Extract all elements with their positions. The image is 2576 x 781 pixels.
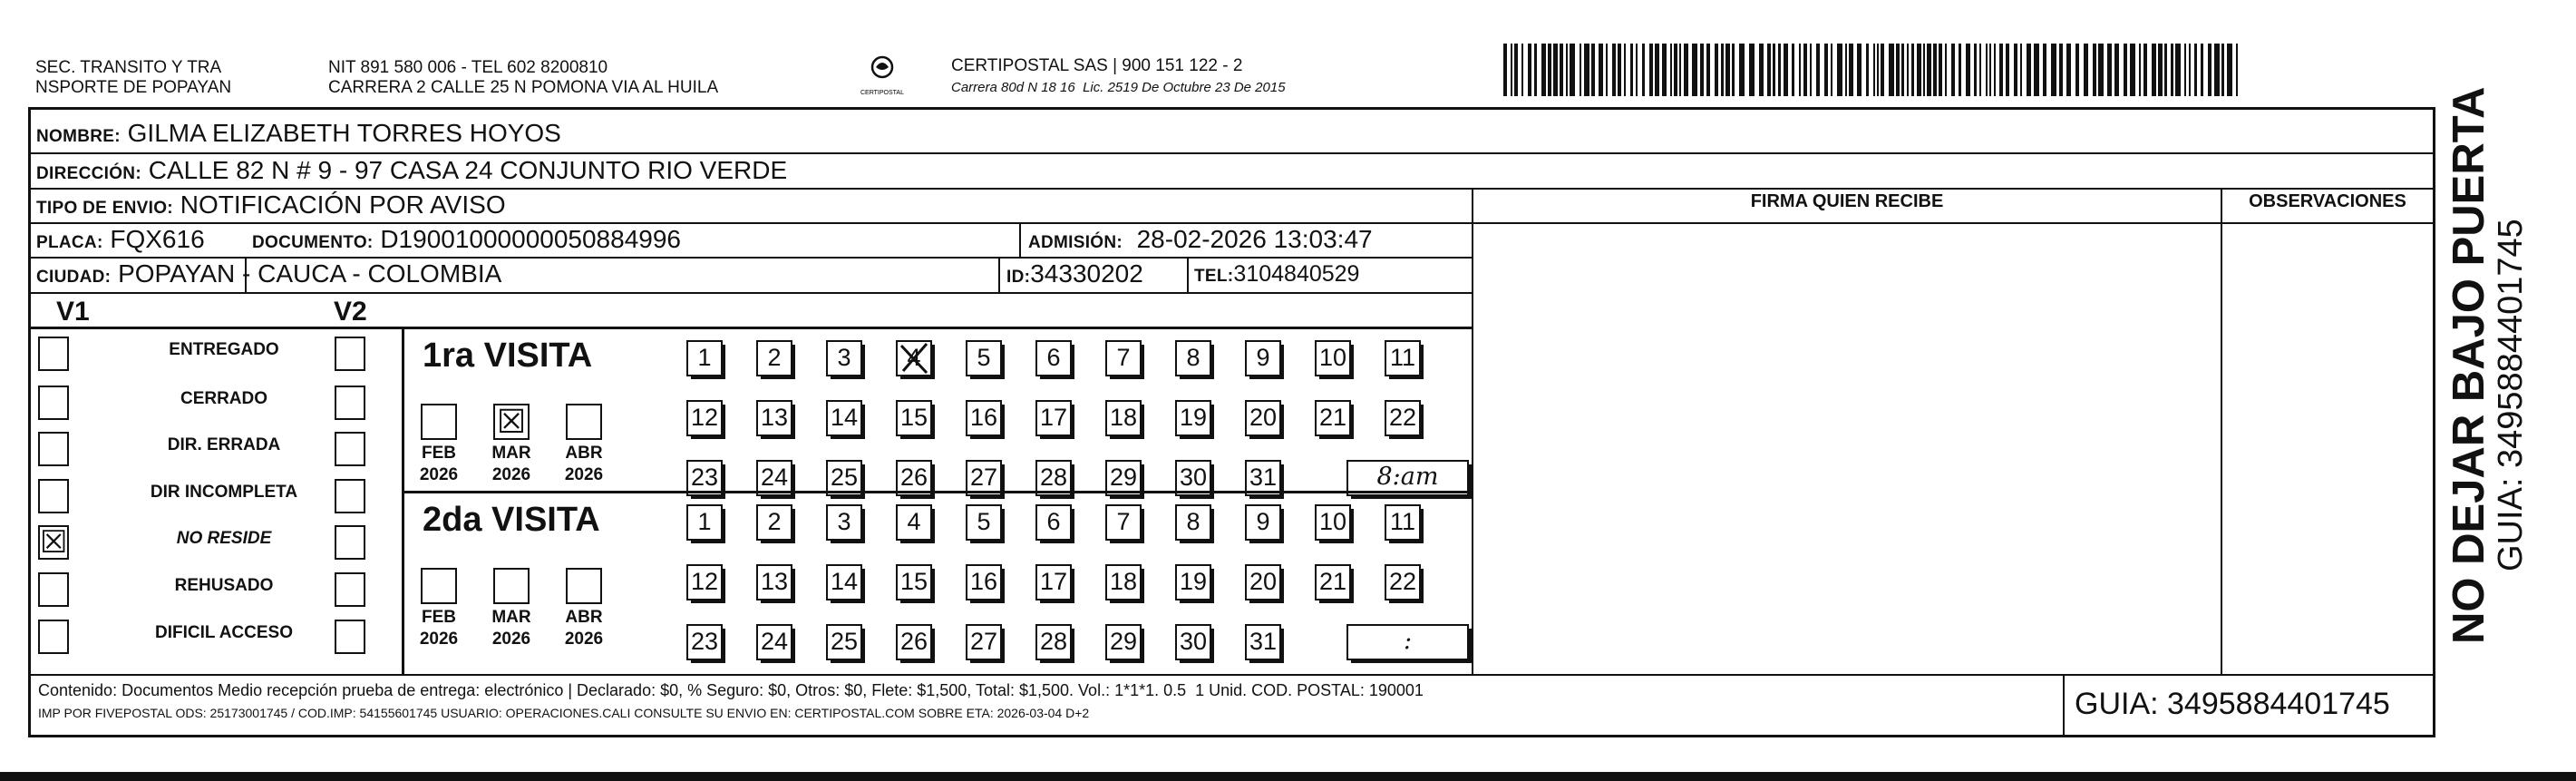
day-box[interactable]: 12 — [686, 564, 723, 600]
direccion-label: DIRECCIÓN: — [36, 164, 141, 183]
firma-header: FIRMA QUIEN RECIBE — [1750, 191, 1944, 211]
day-box[interactable]: 11 — [1385, 340, 1421, 376]
status-v1-checkbox[interactable] — [38, 432, 69, 466]
day-box[interactable]: 6 — [1035, 340, 1072, 376]
day-box[interactable]: 2 — [756, 340, 792, 376]
documento-label: DOCUMENTO: — [252, 233, 374, 252]
svg-text:CERTIPOSTAL: CERTIPOSTAL — [860, 90, 904, 96]
status-label: REHUSADO — [174, 576, 274, 595]
org-name-line2: NSPORTE DE POPAYAN — [35, 78, 232, 97]
month-label: ABR — [565, 444, 603, 463]
id-label: ID: — [1006, 268, 1031, 287]
day-box[interactable]: 3 — [826, 340, 862, 376]
tipo-envio-field — [36, 190, 506, 224]
day-box[interactable]: 30 — [1175, 460, 1211, 496]
status-v2-checkbox[interactable] — [335, 479, 365, 513]
day-box[interactable]: 24 — [756, 460, 792, 496]
day-box[interactable]: 19 — [1175, 564, 1211, 600]
status-label: DIR. ERRADA — [167, 435, 281, 454]
tel-label: TEL: — [1194, 267, 1234, 286]
day-box[interactable]: 17 — [1035, 564, 1072, 600]
org-name-line1: SEC. TRANSITO Y TRA — [35, 58, 222, 77]
admision-value: 28-02-2026 13:03:47 — [1136, 225, 1373, 253]
tipo-envio-label: TIPO DE ENVIO: — [36, 199, 173, 218]
time-box[interactable]: 8:am — [1346, 460, 1469, 496]
side-warning: NO DEJAR BAJO PUERTA — [2445, 86, 2493, 644]
day-box[interactable]: 13 — [756, 400, 792, 436]
time-box[interactable]: : — [1346, 624, 1469, 660]
documento-field — [252, 224, 681, 259]
status-v1-checkbox[interactable] — [38, 479, 69, 513]
day-box[interactable]: 31 — [1245, 460, 1281, 496]
day-box[interactable]: 24 — [756, 624, 792, 660]
ciudad-label: CIUDAD: — [36, 268, 112, 287]
visit-title: 2da VISITA — [423, 501, 600, 539]
placa-field — [36, 224, 205, 259]
admision-field — [1028, 224, 1373, 259]
month-checkbox[interactable] — [421, 404, 457, 440]
month-label: FEB — [422, 608, 456, 627]
day-box[interactable]: 22 — [1385, 564, 1421, 600]
day-box[interactable]: 21 — [1315, 400, 1351, 436]
status-v2-checkbox[interactable] — [335, 525, 365, 560]
month-checkbox[interactable] — [421, 568, 457, 604]
status-v1-checkbox[interactable] — [38, 337, 69, 371]
status-label: ENTREGADO — [169, 340, 279, 359]
status-v2-checkbox[interactable] — [335, 432, 365, 466]
address-line: CARRERA 2 CALLE 25 N POMONA VIA AL HUILA — [328, 78, 719, 97]
day-box[interactable]: 28 — [1035, 624, 1072, 660]
v2-header: V2 — [334, 297, 367, 327]
day-box[interactable]: 5 — [966, 340, 1002, 376]
status-v1-checkbox[interactable] — [38, 620, 69, 654]
direccion-value: CALLE 82 N # 9 - 97 CASA 24 CONJUNTO RIO VERDE — [148, 156, 788, 184]
month-checkbox[interactable] — [566, 568, 602, 604]
day-box[interactable]: 18 — [1105, 400, 1142, 436]
status-label: DIR INCOMPLETA — [150, 483, 298, 502]
ciudad-value: POPAYAN - CAUCA - COLOMBIA — [118, 259, 502, 288]
id-field — [1006, 259, 1143, 293]
day-box[interactable]: 27 — [966, 460, 1002, 496]
day-box[interactable]: 23 — [686, 460, 723, 496]
month-year: 2026 — [564, 465, 604, 484]
day-box[interactable]: 6 — [1035, 504, 1072, 541]
side-guia: GUIA: 3495884401745 — [2492, 219, 2530, 571]
month-year: 2026 — [491, 465, 531, 484]
day-box[interactable]: 8 — [1175, 340, 1211, 376]
visit-title: 1ra VISITA — [423, 337, 593, 375]
status-label: CERRADO — [180, 389, 268, 408]
day-box[interactable]: 23 — [686, 624, 723, 660]
day-box[interactable]: 15 — [896, 564, 932, 600]
observaciones-header: OBSERVACIONES — [2249, 191, 2406, 211]
id-value: 34330202 — [1030, 259, 1143, 288]
day-box[interactable]: 16 — [966, 400, 1002, 436]
ciudad-field — [36, 259, 501, 293]
month-year: 2026 — [491, 630, 531, 649]
signature-area[interactable] — [1482, 382, 2207, 654]
tel-value: 3104840529 — [1233, 261, 1360, 287]
day-box[interactable]: 11 — [1385, 504, 1421, 541]
month-checkbox[interactable] — [566, 404, 602, 440]
nombre-value: GILMA ELIZABETH TORRES HOYOS — [127, 119, 561, 147]
day-box[interactable]: 31 — [1245, 624, 1281, 660]
day-mark-icon — [896, 340, 932, 376]
status-label: DIFICIL ACCESO — [154, 623, 293, 642]
month-label: ABR — [565, 608, 603, 627]
status-v1-checkbox[interactable]: ☒ — [40, 524, 68, 561]
day-box[interactable]: 1 — [686, 504, 723, 541]
month-year: 2026 — [419, 630, 459, 649]
month-label: MAR — [491, 444, 531, 463]
day-box[interactable]: 26 — [896, 624, 932, 660]
day-box[interactable]: 9 — [1245, 504, 1281, 541]
day-box[interactable]: 14 — [826, 400, 862, 436]
day-box[interactable]: 22 — [1385, 400, 1421, 436]
day-box[interactable]: 26 — [896, 460, 932, 496]
day-box[interactable]: 8 — [1175, 504, 1211, 541]
status-v2-checkbox[interactable] — [335, 620, 365, 654]
footer-imp-line: IMP POR FIVEPOSTAL ODS: 25173001745 / COD.IMP: 54155601745 USUARIO: OPERACIONES.CALI CONSULTE SU ENVIO EN: CERTIPOSTAL.COM SOBRE ETA: 2026-03-04 D+2 — [38, 706, 1090, 720]
direccion-field — [36, 155, 787, 190]
day-box[interactable]: 13 — [756, 564, 792, 600]
day-box[interactable]: 29 — [1105, 460, 1142, 496]
day-box[interactable]: 9 — [1245, 340, 1281, 376]
day-box[interactable]: 1 — [686, 340, 723, 376]
v1-header: V1 — [56, 297, 90, 327]
nombre-field — [36, 118, 561, 152]
bottom-edge — [0, 772, 2576, 781]
month-label: MAR — [491, 608, 531, 627]
day-box[interactable]: 7 — [1105, 340, 1142, 376]
tipo-envio-value: NOTIFICACIÓN POR AVISO — [180, 190, 506, 219]
day-box[interactable]: 21 — [1315, 564, 1351, 600]
day-box[interactable]: 4 — [896, 340, 932, 376]
day-box[interactable]: 28 — [1035, 460, 1072, 496]
month-label: FEB — [422, 444, 456, 463]
day-box[interactable]: 29 — [1105, 624, 1142, 660]
day-box[interactable]: 2 — [756, 504, 792, 541]
day-box[interactable]: 19 — [1175, 400, 1211, 436]
status-v2-checkbox[interactable] — [335, 337, 365, 371]
admision-label: ADMISIÓN: — [1028, 233, 1123, 252]
barcode — [1503, 44, 2245, 96]
nombre-label: NOMBRE: — [36, 127, 121, 146]
day-box[interactable]: 14 — [826, 564, 862, 600]
documento-value: D19001000000050884996 — [380, 225, 681, 253]
tel-field — [1194, 259, 1359, 292]
status-v1-checkbox[interactable] — [38, 386, 69, 420]
day-box[interactable]: 27 — [966, 624, 1002, 660]
day-box[interactable]: 25 — [826, 624, 862, 660]
certipostal-logo-icon — [856, 49, 909, 100]
month-checkbox[interactable]: ☒ — [493, 404, 530, 440]
day-box[interactable]: 20 — [1245, 400, 1281, 436]
status-v2-checkbox[interactable] — [335, 572, 365, 607]
month-checkbox[interactable] — [493, 568, 530, 604]
footer-guia: GUIA: 3495884401745 — [2075, 687, 2390, 721]
observations-area[interactable] — [2230, 382, 2425, 654]
day-box[interactable]: 20 — [1245, 564, 1281, 600]
month-year: 2026 — [419, 465, 459, 484]
status-label: NO RESIDE — [176, 529, 272, 548]
nit-line: NIT 891 580 006 - TEL 602 8200810 — [328, 58, 608, 77]
delivery-form — [28, 107, 2435, 737]
certipostal-logo — [856, 49, 909, 100]
status-v2-checkbox[interactable] — [335, 386, 365, 420]
day-box[interactable]: 4 — [896, 504, 932, 541]
status-v1-checkbox[interactable] — [38, 572, 69, 607]
day-box[interactable]: 5 — [966, 504, 1002, 541]
license-line: Carrera 80d N 18 16 Lic. 2519 De Octubre 23 De 2015 — [951, 80, 1286, 95]
day-box[interactable]: 3 — [826, 504, 862, 541]
footer-content-line: Contenido: Documentos Medio recepción prueba de entrega: electrónico | Declarado: $0, % Seguro: $0, Otros: $0, Flete: $1,500, Total: $1,500. Vol.: 1*1*1. 0.5 1 Unid. COD. POSTAL: 190001 — [38, 681, 1424, 699]
day-box[interactable]: 16 — [966, 564, 1002, 600]
placa-label: PLACA: — [36, 233, 103, 252]
day-box[interactable]: 7 — [1105, 504, 1142, 541]
day-box[interactable]: 25 — [826, 460, 862, 496]
day-box[interactable]: 17 — [1035, 400, 1072, 436]
company-line: CERTIPOSTAL SAS | 900 151 122 - 2 — [951, 56, 1243, 75]
day-box[interactable]: 10 — [1315, 340, 1351, 376]
day-box[interactable]: 12 — [686, 400, 723, 436]
placa-value: FQX616 — [110, 225, 205, 253]
day-box[interactable]: 30 — [1175, 624, 1211, 660]
month-year: 2026 — [564, 630, 604, 649]
day-box[interactable]: 10 — [1315, 504, 1351, 541]
day-box[interactable]: 15 — [896, 400, 932, 436]
day-box[interactable]: 18 — [1105, 564, 1142, 600]
